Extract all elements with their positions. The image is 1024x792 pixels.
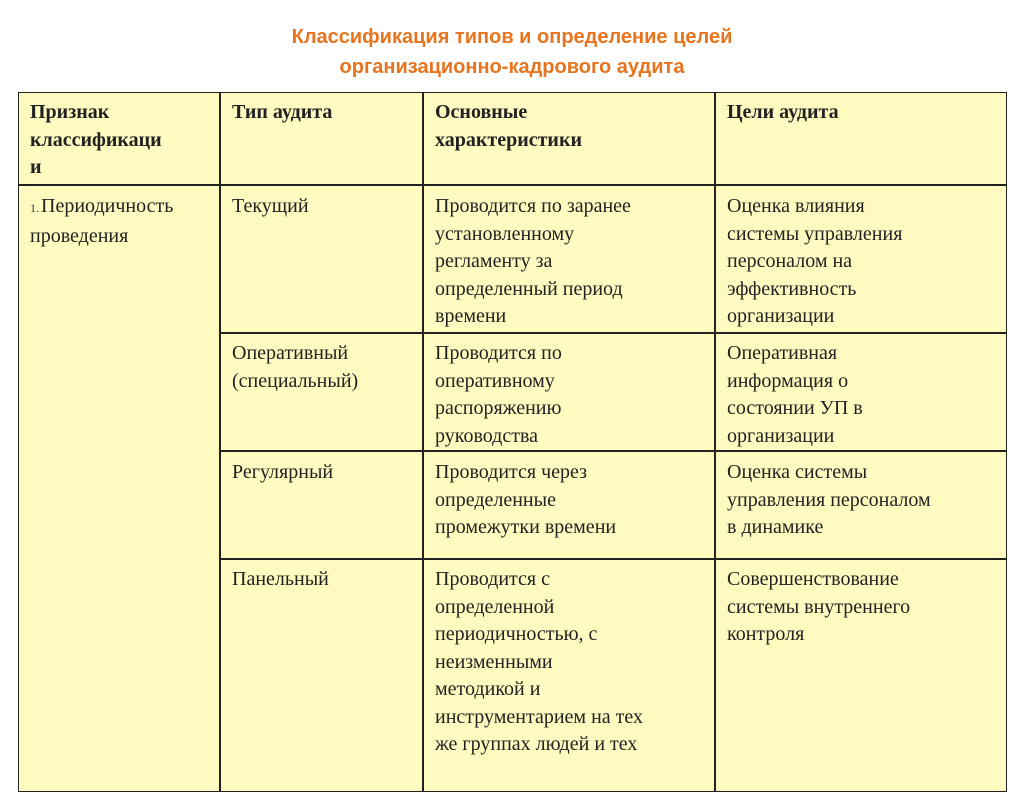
slide-title	[0, 22, 1024, 82]
audit-classification-table	[18, 92, 1007, 792]
row-divider	[219, 332, 1006, 334]
row-3-characteristics: Проводится через определенные промежутки времени	[435, 461, 617, 538]
title-line-1: Классификация типов и определение целей	[291, 26, 733, 48]
group-number: 1.	[30, 201, 39, 215]
title-line-2: организационно-кадрового аудита	[339, 56, 685, 78]
row-divider	[219, 558, 1006, 560]
row-1-goals: Оценка влияния системы управления персоналом на эффективность организации	[727, 195, 903, 327]
row-3-type: Регулярный	[232, 461, 334, 483]
header-characteristics: Основные характеристики	[435, 101, 583, 151]
row-divider	[219, 450, 1006, 452]
row-1-characteristics: Проводится по заранее установленному регламенту за определенный период времени	[435, 195, 631, 327]
header-goals: Цели аудита	[727, 101, 839, 123]
row-divider	[19, 184, 1006, 186]
row-2-characteristics: Проводится по оперативному распоряжению руководства	[435, 342, 562, 447]
header-classification: Признак классификаци и	[30, 101, 162, 178]
row-2-type: Оперативный (специальный)	[232, 342, 359, 392]
row-4-characteristics: Проводится с определенной периодичностью, с неизменными методикой и инструментарием на тех же группах людей и тех	[435, 568, 644, 755]
row-4-goals: Совершенствование системы внутреннего контроля	[727, 568, 911, 645]
row-2-goals: Оперативная информация о состоянии УП в организации	[727, 342, 863, 447]
row-3-goals: Оценка системы управления персоналом в динамике	[727, 461, 931, 538]
group-periodicity: 1. Периодичность проведения	[30, 195, 174, 247]
row-1-type: Текущий	[232, 195, 309, 217]
header-audit-type: Тип аудита	[232, 101, 333, 123]
row-4-type: Панельный	[232, 568, 329, 590]
